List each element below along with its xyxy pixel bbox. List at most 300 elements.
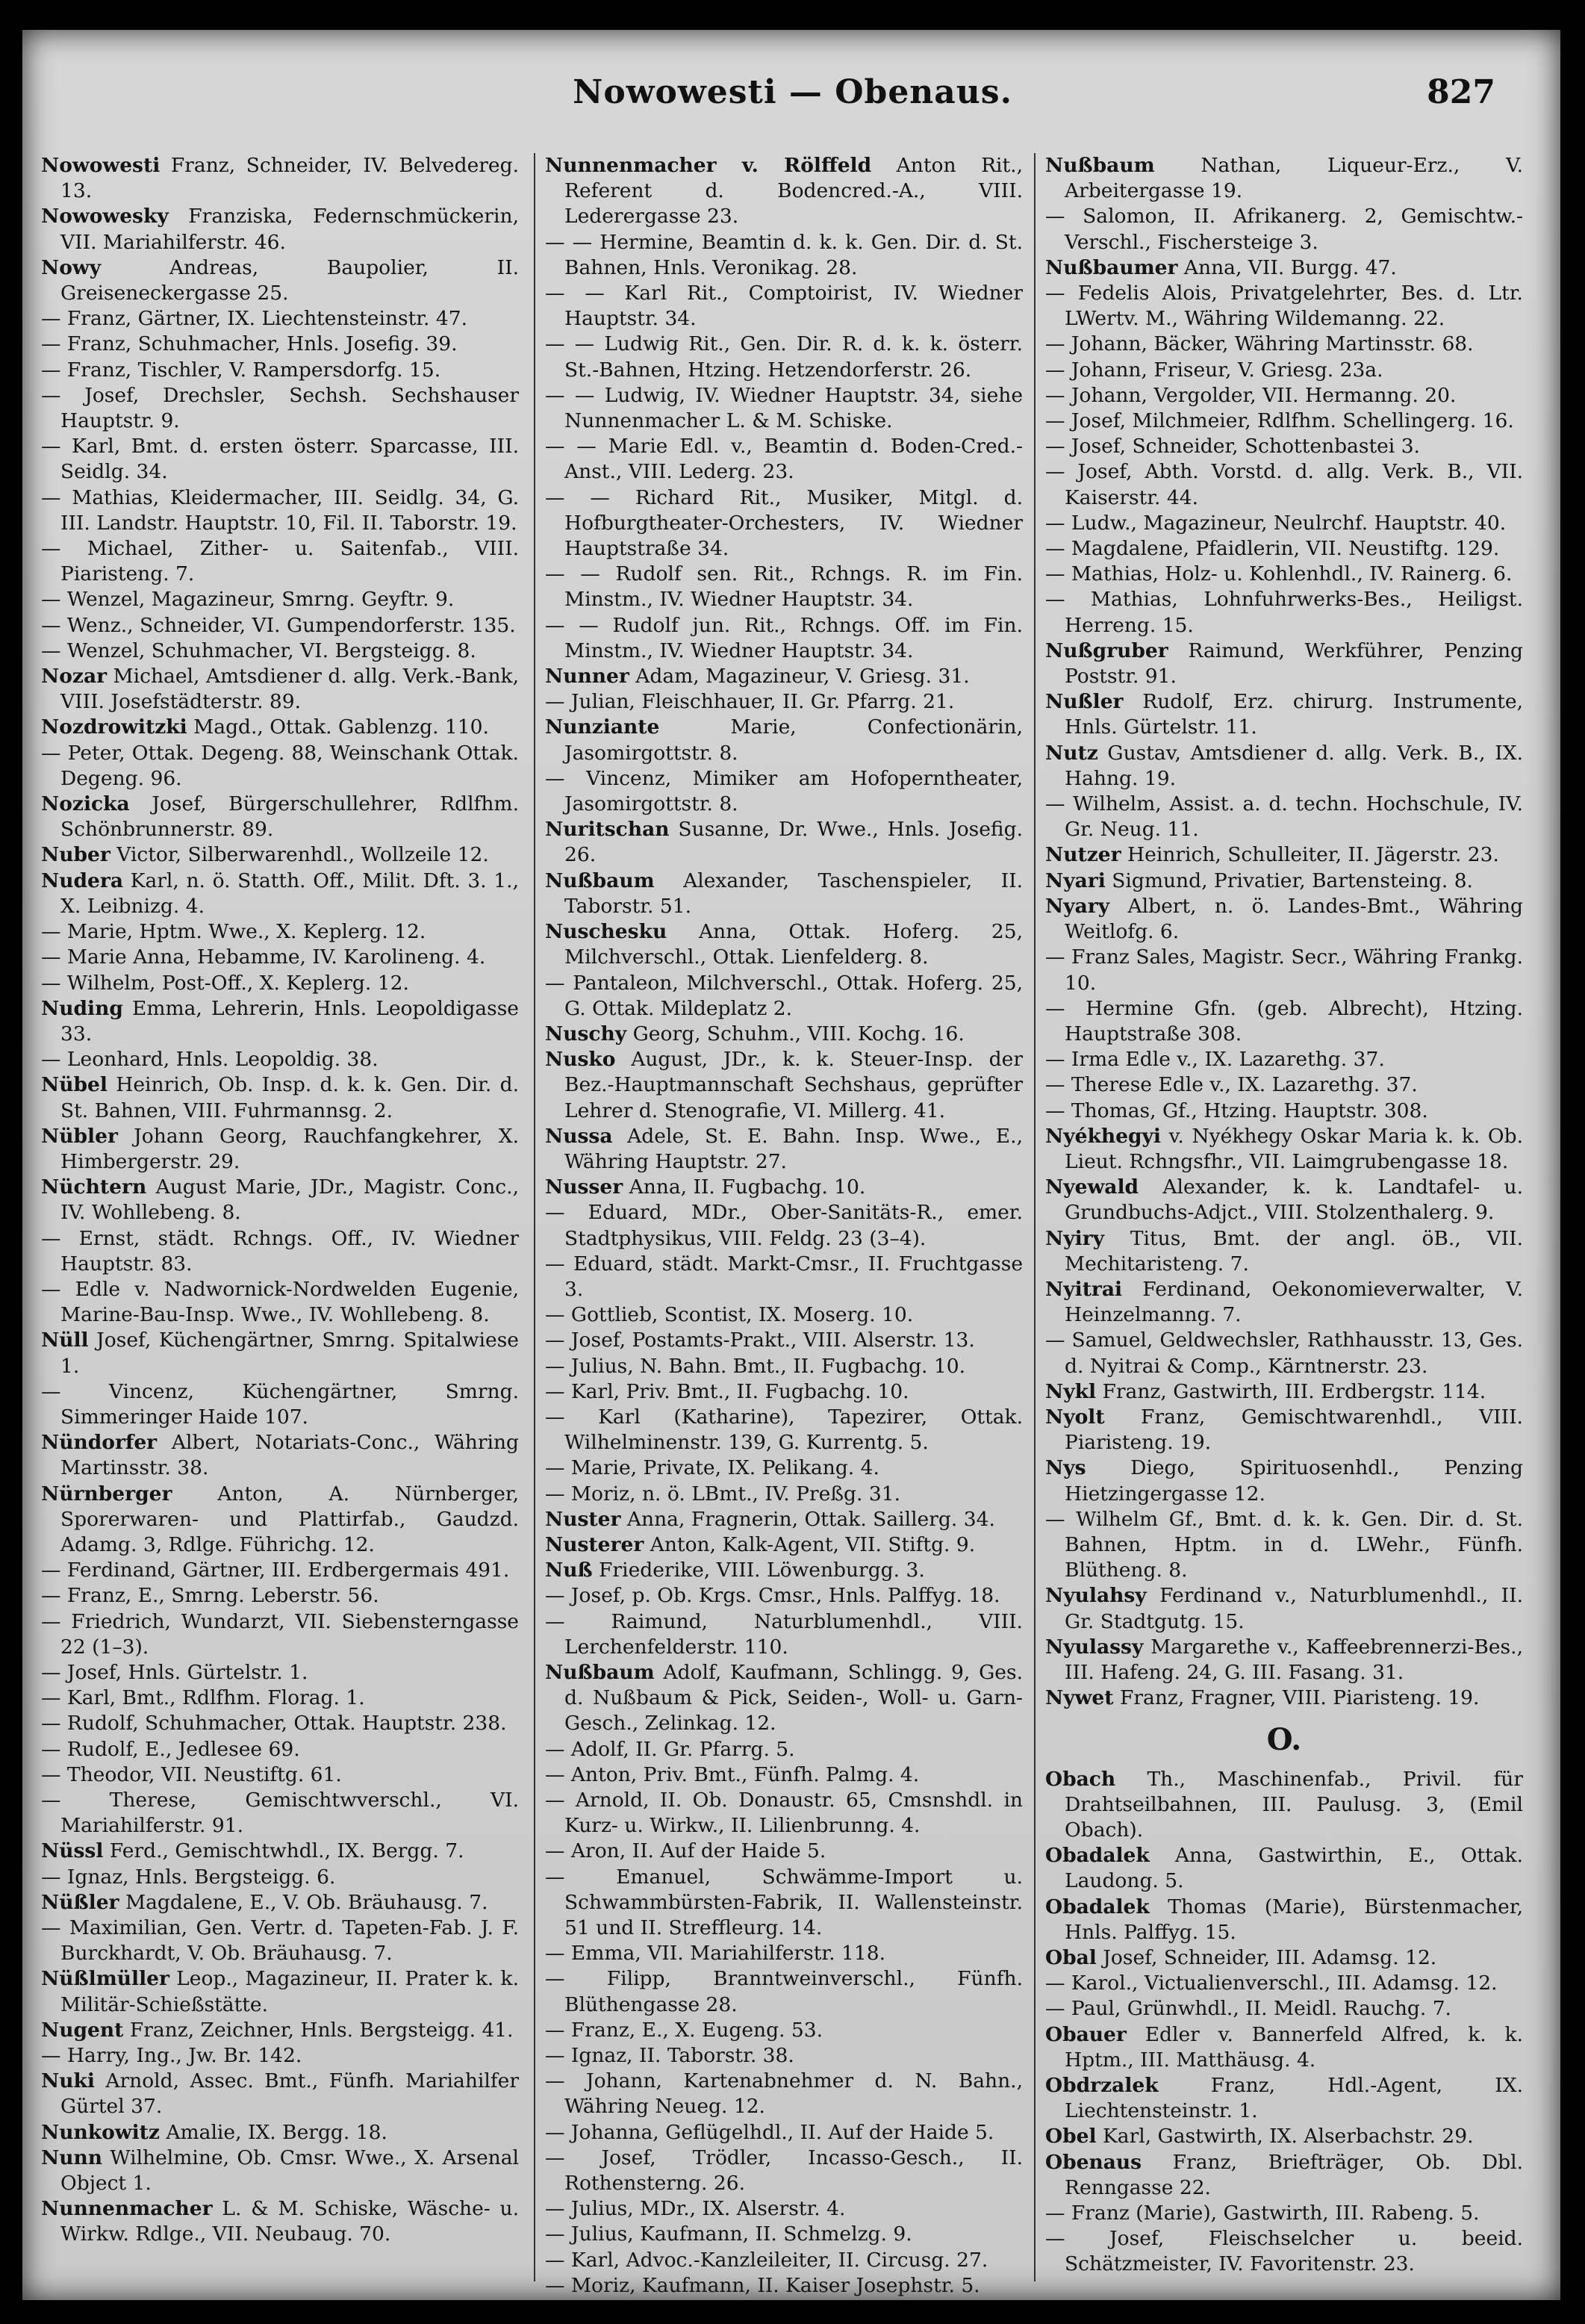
entry-surname: Nutz [1045, 741, 1098, 765]
entry-text: Susanne, Dr. Wwe., Hnls. Josefig. 26. [564, 818, 1023, 867]
entry-text: Franz, Gemischtwarenhdl., VIII. Piaristeng. 19. [1065, 1405, 1523, 1455]
directory-entry [41, 613, 519, 639]
entry-text: Franz, Fragner, VIII. Piaristeng. 19. [1113, 1686, 1480, 1710]
entry-surname: Nyékhegyi [1045, 1124, 1161, 1148]
entry-text: Titus, Bmt. der angl. öB., VII. Mechitaristeng. 7. [1065, 1226, 1523, 1276]
directory-entry [545, 1124, 1023, 1175]
entry-surname: Nußbaum [545, 869, 655, 892]
entry-text: Wilhelmine, Ob. Cmsr. Wwe., X. Arsenal Object 1. [60, 2146, 519, 2196]
entry-text: — Edle v. Nadwornick-Nordwelden Eugenie, Marine-Bau-Insp. Wwe., IV. Wohllebeng. 8. [41, 1277, 519, 1327]
entry-surname: Nuster [545, 1507, 621, 1531]
directory-entry [1045, 1767, 1523, 1844]
directory-entry [1045, 255, 1523, 281]
directory-entry [41, 2196, 519, 2247]
column-2 [545, 153, 1023, 2297]
entry-text: Raimund, Werkführer, Penzing Poststr. 91. [1065, 639, 1523, 689]
entry-surname: Obenaus [1045, 2150, 1142, 2174]
directory-entry [1045, 434, 1523, 459]
directory-entry [41, 715, 519, 740]
entry-text: Heinrich, Schulleiter, II. Jägerstr. 23. [1121, 843, 1499, 867]
directory-entry [41, 2043, 519, 2069]
entry-text: — Thomas, Gf., Htzing. Hauptstr. 308. [1045, 1099, 1428, 1122]
directory-entry [41, 1685, 519, 1711]
directory-entry [545, 869, 1023, 919]
directory-entry [1045, 1843, 1523, 1894]
entry-text: Victor, Silberwarenhdl., Wollzeile 12. [110, 843, 489, 867]
entry-surname: Nuding [41, 996, 123, 1020]
entry-text: Emma, Lehrerin, Hnls. Leopoldigasse 33. [60, 996, 519, 1046]
entry-text: — Wilhelm Gf., Bmt. d. k. k. Gen. Dir. d. St. Bahnen, Hptm. in d. LWehr., Fünfh. Blütheng. 8. [1045, 1507, 1523, 1582]
entry-text: Karl, n. ö. Statth. Off., Milit. Dft. 3. 1., X. Leibnizg. 4. [60, 869, 519, 918]
entry-text: Franz, Hdl.-Agent, IX. Liechtensteinstr. 1. [1065, 2074, 1523, 2123]
entry-surname: Nys [1045, 1456, 1086, 1480]
column-1 [41, 153, 519, 2281]
entry-text: Magdalene, E., V. Ob. Bräuhausg. 7. [119, 1890, 488, 1914]
directory-entry [1045, 1895, 1523, 1945]
directory-entry [1045, 996, 1523, 1047]
entry-text: — Irma Edle v., IX. Lazarethg. 37. [1045, 1048, 1385, 1072]
entry-text: Albert, n. ö. Landes-Bmt., Währing Weitlofg. 6. [1065, 894, 1523, 944]
entry-text: — Julius, N. Bahn. Bmt., II. Fugbachg. 10. [545, 1354, 966, 1378]
entry-text: — Julian, Fleischhauer, II. Gr. Pfarrg. 21. [545, 690, 955, 714]
entry-text: Arnold, Assec. Bmt., Fünfh. Mariahilfer Gürtel 37. [60, 2069, 519, 2119]
entry-surname: Nozicka [41, 792, 130, 816]
directory-entry [545, 1660, 1023, 1737]
directory-entry [545, 562, 1023, 612]
entry-text: — Josef, Milchmeier, Rdlfhm. Schellingerg. 16. [1045, 409, 1514, 433]
entry-text: — Wenzel, Magazineur, Smrng. Geyftr. 9. [41, 588, 455, 612]
entry-surname: Nowy [41, 255, 102, 279]
entry-text: — — Richard Rit., Musiker, Mitgl. d. Hofburgtheater-Orchesters, IV. Wiedner Hauptstraße 34. [545, 485, 1023, 561]
directory-entry [41, 639, 519, 664]
entry-text: — Josef, Fleischselcher u. beeid. Schätzmeister, IV. Favoritenstr. 23. [1045, 2227, 1523, 2276]
entry-text: Anton Rit., Referent d. Bodencred.-A., VIII. Lederergasse 23. [564, 154, 1023, 229]
directory-entry [1045, 562, 1523, 587]
directory-entry [1045, 1405, 1523, 1455]
directory-entry [1045, 383, 1523, 408]
entry-surname: Nowowesky [41, 205, 169, 229]
directory-entry [545, 919, 1023, 970]
entry-text: Sigmund, Privatier, Bartensteing. 8. [1105, 869, 1473, 892]
directory-entry [545, 1966, 1023, 2017]
directory-entry [41, 485, 519, 536]
directory-entry [41, 2120, 519, 2146]
directory-entry [41, 306, 519, 332]
directory-entry [545, 1200, 1023, 1251]
entry-surname: Nykl [1045, 1379, 1097, 1403]
entry-text: Anton, Kalk-Agent, VII. Stiftg. 9. [644, 1532, 976, 1556]
entry-text: — Josef, Drechsler, Sechsh. Sechshauser Hauptstr. 9. [41, 383, 519, 433]
entry-text: — Harry, Ing., Jw. Br. 142. [41, 2044, 302, 2068]
directory-entry [545, 1788, 1023, 1839]
entry-text: Friederike, VIII. Löwenburgg. 3. [592, 1559, 925, 1582]
entry-text: — Johann, Kartenabnehmer d. N. Bahn., Währing Neueg. 12. [545, 2069, 1023, 2119]
entry-text: Adolf, Kaufmann, Schlingg. 9, Ges. d. Nußbaum & Pick, Seiden-, Woll- u. Garn-Gesch., Zelinkag. 12. [564, 1660, 1023, 1736]
entry-text: Anna, VII. Burgg. 47. [1177, 255, 1397, 279]
entry-text: — Moriz, n. ö. LBmt., IV. Preßg. 31. [545, 1482, 900, 1506]
entry-surname: Nyiry [1045, 1226, 1105, 1250]
directory-entry [545, 1507, 1023, 1532]
directory-entry [41, 1072, 519, 1123]
directory-entry [41, 1711, 519, 1736]
directory-entry [545, 1047, 1023, 1124]
directory-entry [545, 1328, 1023, 1353]
directory-entry [41, 1047, 519, 1072]
directory-entry [1045, 1996, 1523, 2022]
directory-entry [1045, 1971, 1523, 1996]
entry-text: Alexander, Taschenspieler, II. Taborstr. 51. [564, 869, 1023, 918]
entry-surname: Nugent [41, 2018, 124, 2042]
entry-text: — Franz Sales, Magistr. Secr., Währing Frankg. 10. [1045, 945, 1523, 995]
entry-text: — Johanna, Geflügelhdl., II. Auf der Haide 5. [545, 2120, 994, 2144]
directory-entry [1045, 1226, 1523, 1277]
entry-surname: Nyitrai [1045, 1277, 1123, 1301]
entry-surname: Nowowesti [41, 154, 161, 177]
entry-text: — Eduard, städt. Markt-Cmsr., II. Fruchtgasse 3. [545, 1252, 1023, 1301]
directory-entry [1045, 1099, 1523, 1124]
directory-entry [545, 689, 1023, 715]
entry-text: August Marie, JDr., Magistr. Conc., IV. Wohllebeng. 8. [60, 1175, 519, 1225]
directory-entry [41, 1865, 519, 1890]
directory-entry [1045, 1455, 1523, 1506]
entry-text: — Paul, Grünwhdl., II. Meidl. Rauchg. 7. [1045, 1997, 1451, 2021]
entry-surname: Nuschy [545, 1022, 627, 1046]
directory-entry [41, 536, 519, 587]
directory-entry [41, 358, 519, 383]
directory-entry [545, 2222, 1023, 2247]
entry-text: — Josef, Schneider, Schottenbastei 3. [1045, 435, 1420, 459]
directory-entry [1045, 2073, 1523, 2124]
entry-surname: Nüchtern [41, 1175, 147, 1199]
entry-text: — Franz, E., X. Eugeng. 53. [545, 2018, 823, 2042]
entry-text: Magd., Ottak. Gablenzg. 110. [187, 715, 489, 739]
entry-surname: Nyary [1045, 894, 1110, 918]
directory-entry [1045, 1047, 1523, 1072]
entry-surname: Nutzer [1045, 843, 1121, 867]
entry-text: — — Marie Edl. v., Beamtin d. Boden-Cred.-Anst., VIII. Lederg. 23. [545, 435, 1023, 484]
directory-entry [41, 842, 519, 868]
directory-entry [41, 1379, 519, 1430]
directory-entry [545, 1455, 1023, 1481]
directory-entry [1045, 2124, 1523, 2149]
entry-surname: Nübel [41, 1073, 108, 1097]
entry-surname: Nußbaum [545, 1660, 655, 1684]
entry-text: Leop., Magazineur, II. Prater k. k. Militär-Schießstätte. [60, 1967, 519, 2016]
entry-text: — Wenzel, Schuhmacher, VI. Bergsteigg. 8. [41, 639, 476, 662]
directory-entry [1045, 869, 1523, 894]
entry-surname: Nußler [1045, 690, 1124, 714]
directory-entry [1045, 332, 1523, 357]
entry-text: Gustav, Amtsdiener d. allg. Verk. B., IX. Hahng. 19. [1065, 741, 1523, 790]
directory-entry [1045, 153, 1523, 204]
directory-entry [1045, 1072, 1523, 1098]
directory-entry [41, 945, 519, 970]
directory-entry [1045, 2150, 1523, 2201]
directory-entry [1045, 639, 1523, 689]
entry-surname: Nyewald [1045, 1175, 1139, 1199]
directory-entry [41, 1762, 519, 1788]
entry-text: — — Ludwig Rit., Gen. Dir. R. d. k. k. österr. St.-Bahnen, Htzing. Hetzendorferstr. 26. [545, 332, 1023, 382]
entry-text: — Michael, Zither- u. Saitenfab., VIII. Piaristeng. 7. [41, 537, 519, 586]
directory-entry [41, 919, 519, 945]
entry-text: — Emma, VII. Mariahilferstr. 118. [545, 1942, 885, 1966]
directory-entry [1045, 1583, 1523, 1634]
entry-surname: Nunner [545, 665, 629, 689]
entry-text: Andreas, Baupolier, II. Greiseneckergasse 25. [60, 255, 519, 305]
entry-surname: Nyulahsy [1045, 1584, 1147, 1608]
directory-entry [545, 1737, 1023, 1762]
directory-entry [41, 741, 519, 792]
directory-entry [545, 1379, 1023, 1405]
entry-text: — Eduard, MDr., Ober-Sanitäts-R., emer. Stadtphysikus, VIII. Feldg. 23 (3–4). [545, 1201, 1023, 1250]
entry-text: Marie, Confectionärin, Jasomirgottstr. 8. [564, 715, 1023, 765]
entry-text: — Marie, Hptm. Wwe., X. Keplerg. 12. [41, 920, 426, 944]
entry-text: Johann Georg, Rauchfangkehrer, X. Himbergerstr. 29. [60, 1124, 519, 1173]
entry-text: — — Karl Rit., Comptoirist, IV. Wiedner Hauptstr. 34. [545, 282, 1023, 331]
entry-text: — — Rudolf sen. Rit., Rchngs. R. im Fin. Minstm., IV. Wiedner Hauptstr. 34. [545, 562, 1023, 612]
entry-surname: Nusko [545, 1048, 616, 1072]
entry-text: Ferdinand, Oekonomieverwalter, V. Heinzelmanng. 7. [1065, 1277, 1523, 1327]
directory-entry [1045, 459, 1523, 510]
entry-text: — Raimund, Naturblumenhdl., VIII. Lerchenfelderstr. 110. [545, 1609, 1023, 1659]
entry-text: Anton, A. Nürnberger, Sporerwaren- und Plattirfab., Gaudzd. Adamg. 3, Rdlge. Führichg. 12. [60, 1482, 519, 1556]
directory-entry [1045, 1379, 1523, 1405]
directory-entry [41, 1583, 519, 1609]
directory-entry [1045, 1635, 1523, 1685]
directory-entry [41, 1916, 519, 1966]
directory-entry [41, 1226, 519, 1277]
entry-text: — Marie, Private, IX. Pelikang. 4. [545, 1456, 879, 1480]
directory-entry [545, 383, 1023, 434]
entry-text: Th., Maschinenfab., Privil. für Drahtseilbahnen, III. Paulusg. 3, (Emil Obach). [1065, 1767, 1523, 1842]
entry-text: — Josef, Postamts-Prakt., VIII. Alserstr. 13. [545, 1329, 975, 1352]
directory-entry [41, 1609, 519, 1660]
entry-surname: Nüssl [41, 1839, 104, 1863]
entry-surname: Nunkowitz [41, 2120, 160, 2144]
entry-text: — Josef, Hnls. Gürtelstr. 1. [41, 1660, 308, 1684]
directory-entry [41, 1660, 519, 1685]
entry-surname: Nywet [1045, 1686, 1114, 1710]
entry-text: Franz, Briefträger, Ob. Dbl. Renngasse 22. [1065, 2150, 1523, 2199]
directory-entry [545, 434, 1023, 485]
directory-entry [1045, 842, 1523, 868]
directory-entry [1045, 204, 1523, 255]
directory-entry [545, 1941, 1023, 1966]
column-3 [1045, 153, 1523, 2281]
directory-entry [41, 204, 519, 255]
entry-text: Josef, Bürgerschullehrer, Rdlfhm. Schönbrunnerstr. 89. [60, 792, 519, 842]
directory-entry [1045, 281, 1523, 332]
entry-text: — Ernst, städt. Rchngs. Off., IV. Wiedner Hauptstr. 83. [41, 1226, 519, 1276]
entry-surname: Nozar [41, 665, 108, 689]
directory-entry [545, 281, 1023, 332]
directory-entry [1045, 792, 1523, 842]
entry-text: Adele, St. E. Bahn. Insp. Wwe., E., Währing Hauptstr. 27. [564, 1124, 1023, 1173]
entry-surname: Nyolt [1045, 1405, 1105, 1429]
directory-entry [41, 1839, 519, 1864]
directory-entry [545, 817, 1023, 868]
entry-text: — Ludw., Magazineur, Neulrchf. Hauptstr. 40. [1045, 511, 1507, 535]
directory-entry [1045, 1507, 1523, 1584]
entry-text: Anna, Fragnerin, Ottak. Saillerg. 34. [620, 1507, 995, 1531]
directory-entry [545, 1354, 1023, 1379]
directory-entry [1045, 1328, 1523, 1379]
directory-entry [41, 587, 519, 612]
directory-entry [41, 1966, 519, 2017]
entry-text: Franziska, Federnschmückerin, VII. Mariahilferstr. 46. [60, 205, 519, 254]
entry-surname: Nüßler [41, 1890, 119, 1914]
entry-text: — Karl, Bmt. d. ersten österr. Sparcasse, III. Seidlg. 34. [41, 435, 519, 484]
directory-entry [41, 2146, 519, 2196]
directory-entry [545, 2248, 1023, 2273]
entry-surname: Nürnberger [41, 1482, 172, 1506]
entry-text: Thomas (Marie), Bürstenmacher, Hnls. Palffyg. 15. [1065, 1895, 1523, 1944]
entry-surname: Nuß [545, 1559, 593, 1582]
entry-text: — Vincenz, Küchengärtner, Smrng. Simmeringer Haide 107. [41, 1379, 519, 1429]
directory-entry [1045, 536, 1523, 562]
entry-text: — — Rudolf jun. Rit., Rchngs. Off. im Fin. Minstm., IV. Wiedner Hauptstr. 34. [545, 613, 1023, 662]
entry-text: Diego, Spirituosenhdl., Penzing Hietzingergasse 12. [1065, 1456, 1523, 1506]
entry-text: Anna, Ottak. Hoferg. 25, Milchverschl., Ottak. Lienfelderg. 8. [564, 920, 1023, 969]
entry-text: — Filipp, Branntweinverschl., Fünfh. Blüthengasse 28. [545, 1967, 1023, 2016]
entry-text: Franz, Gastwirth, III. Erdbergstr. 114. [1096, 1379, 1486, 1403]
directory-entry [545, 971, 1023, 1022]
directory-entry [545, 2120, 1023, 2146]
directory-entry [1045, 358, 1523, 383]
entry-text: — Ignaz, II. Taborstr. 38. [545, 2044, 794, 2068]
entry-surname: Nudera [41, 869, 124, 892]
directory-entry [41, 996, 519, 1047]
directory-entry [41, 664, 519, 715]
entry-surname: Nuki [41, 2069, 95, 2093]
entry-text: — Karl (Katharine), Tapezirer, Ottak. Wilhelminenstr. 139, G. Kurrentg. 5. [545, 1405, 1023, 1455]
entry-text: — Wenz., Schneider, VI. Gumpendorferstr. 135. [41, 613, 516, 637]
directory-entry [545, 153, 1023, 230]
entry-text: Rudolf, Erz. chirurg. Instrumente, Hnls. Gürtelstr. 11. [1065, 690, 1523, 739]
entry-text: Edler v. Bannerfeld Alfred, k. k. Hptm., III. Matthäusg. 4. [1065, 2022, 1523, 2072]
entry-text: — Josef, Trödler, Incasso-Gesch., II. Rothensterng. 26. [545, 2146, 1023, 2196]
entry-text: — Karl, Advoc.-Kanzleileiter, II. Circusg. 27. [545, 2248, 988, 2272]
directory-entry [41, 1890, 519, 1916]
directory-entry [545, 1405, 1023, 1455]
directory-entry [1045, 894, 1523, 945]
entry-text: — Johann, Friseur, V. Griesg. 23a. [1045, 358, 1383, 382]
entry-surname: Nunnenmacher [41, 2197, 213, 2221]
entry-text: — Mathias, Kleidermacher, III. Seidlg. 34, G. III. Landstr. Hauptstr. 10, Fil. II. Taborstr. 19. [41, 485, 519, 535]
directory-entry [1045, 2022, 1523, 2073]
entry-text: — Ferdinand, Gärtner, III. Erdbergermais 491. [41, 1559, 510, 1582]
directory-entry [41, 332, 519, 357]
entry-surname: Nuber [41, 843, 110, 867]
entry-text: Michael, Amtsdiener d. allg. Verk.-Bank, VIII. Josefstädterstr. 89. [60, 665, 520, 714]
entry-text: — Ignaz, Hnls. Bergsteigg. 6. [41, 1865, 336, 1889]
entry-text: — Franz (Marie), Gastwirth, III. Rabeng. 5. [1045, 2202, 1480, 2225]
directory-entry [545, 2146, 1023, 2196]
entry-text: — Karol., Victualienverschl., III. Adamsg. 12. [1045, 1972, 1498, 1995]
entry-surname: Nunnenmacher v. Rölffeld [545, 154, 872, 177]
entry-text: Georg, Schuhm., VIII. Kochg. 16. [626, 1022, 965, 1046]
entry-surname: Nüll [41, 1329, 89, 1352]
entry-text: Adam, Magazineur, V. Griesg. 31. [629, 665, 970, 689]
directory-entry [41, 1788, 519, 1839]
entry-text: — Rudolf, E., Jedlesee 69. [41, 1737, 300, 1761]
entry-surname: Obal [1045, 1946, 1097, 1970]
directory-entry [1045, 511, 1523, 536]
directory-entry [41, 1328, 519, 1379]
page-number: 827 [1427, 73, 1495, 111]
entry-surname: Nuschesku [545, 920, 667, 944]
directory-entry [41, 2018, 519, 2043]
directory-entry [545, 1762, 1023, 1788]
directory-entry [545, 1839, 1023, 1864]
directory-entry [1045, 1685, 1523, 1711]
entry-text: — Leonhard, Hnls. Leopoldig. 38. [41, 1048, 379, 1072]
directory-entry [41, 1124, 519, 1175]
directory-entry [1045, 689, 1523, 740]
directory-entry [545, 1022, 1023, 1047]
entry-surname: Nußbaumer [1045, 255, 1178, 279]
directory-entry [545, 230, 1023, 281]
directory-entry [41, 434, 519, 485]
directory-entry [545, 2069, 1023, 2119]
entry-text: — Adolf, II. Gr. Pfarrg. 5. [545, 1737, 795, 1761]
entry-text: Nathan, Liqueur-Erz., V. Arbeitergasse 19. [1065, 154, 1523, 203]
entry-text: Ferd., Gemischtwhdl., IX. Bergg. 7. [103, 1839, 464, 1863]
entry-text: — Salomon, II. Afrikanerg. 2, Gemischtw.-Verschl., Fischersteige 3. [1045, 205, 1523, 254]
entry-text: Margarethe v., Kaffeebrennerzi-Bes., III. Hafeng. 24, G. III. Fasang. 31. [1065, 1635, 1523, 1684]
entry-surname: Nunn [41, 2146, 103, 2169]
entry-text: — Friedrich, Wundarzt, VII. Siebensterngasse 22 (1–3). [41, 1609, 519, 1659]
entry-text: — Maximilian, Gen. Vertr. d. Tapeten-Fab. J. F. Burckhardt, V. Ob. Bräuhausg. 7. [41, 1916, 519, 1966]
directory-entry [41, 2069, 519, 2119]
entry-text: — Theodor, VII. Neustiftg. 61. [41, 1762, 342, 1786]
directory-entry [545, 613, 1023, 664]
directory-entry [545, 1302, 1023, 1328]
section-letter: O. [1266, 1722, 1302, 1758]
entry-text: — Arnold, II. Ob. Donaustr. 65, Cmsnshdl. in Kurz- u. Wirkw., II. Lilienbrunng. 4. [545, 1789, 1023, 1838]
entry-surname: Nüßlmüller [41, 1967, 169, 1991]
entry-surname: Nyulassy [1045, 1635, 1144, 1659]
entry-text: Josef, Schneider, III. Adamsg. 12. [1096, 1946, 1437, 1970]
entry-text: — Moriz, Kaufmann, II. Kaiser Josephstr. 5. [545, 2273, 980, 2297]
directory-entry [545, 2273, 1023, 2299]
entry-text: Franz, Zeichner, Hnls. Bergsteigg. 41. [123, 2018, 514, 2042]
entry-surname: Nündorfer [41, 1431, 158, 1455]
directory-entry [1045, 2201, 1523, 2226]
entry-text: — Wilhelm, Assist. a. d. techn. Hochschule, IV. Gr. Neug. 11. [1045, 792, 1523, 842]
entry-surname: Nusterer [545, 1532, 644, 1556]
directory-entry [545, 2043, 1023, 2069]
running-head-title: Nowowesti — Obenaus. [573, 73, 1012, 111]
entry-text: — — Hermine, Beamtin d. k. k. Gen. Dir. d. St. Bahnen, Hnls. Veronikag. 28. [545, 230, 1023, 279]
directory-entry [41, 1175, 519, 1225]
entry-text: — Therese, Gemischtwverschl., VI. Mariahilferstr. 91. [41, 1789, 519, 1838]
entry-surname: Obadalek [1045, 1844, 1150, 1868]
directory-entry [1045, 741, 1523, 792]
directory-entry [1045, 408, 1523, 434]
entry-text: Anna, II. Fugbachg. 10. [623, 1175, 866, 1199]
entry-text: — — Ludwig, IV. Wiedner Hauptstr. 34, siehe Nunnenmacher L. & M. Schiske. [545, 383, 1023, 433]
entry-text: — Vincenz, Mimiker am Hofoperntheater, Jasomirgottstr. 8. [545, 766, 1023, 816]
entry-text: — Mathias, Lohnfuhrwerks-Bes., Heiligst. Herreng. 15. [1045, 588, 1523, 637]
entry-surname: Nussa [545, 1124, 613, 1148]
entry-text: — Franz, Gärtner, IX. Liechtensteinstr. 47. [41, 307, 468, 331]
directory-entry [41, 971, 519, 996]
entry-surname: Nuritschan [545, 818, 670, 842]
entry-text: — Franz, Tischler, V. Rampersdorfg. 15. [41, 358, 441, 382]
directory-entry [41, 1430, 519, 1481]
directory-entry [545, 1583, 1023, 1609]
